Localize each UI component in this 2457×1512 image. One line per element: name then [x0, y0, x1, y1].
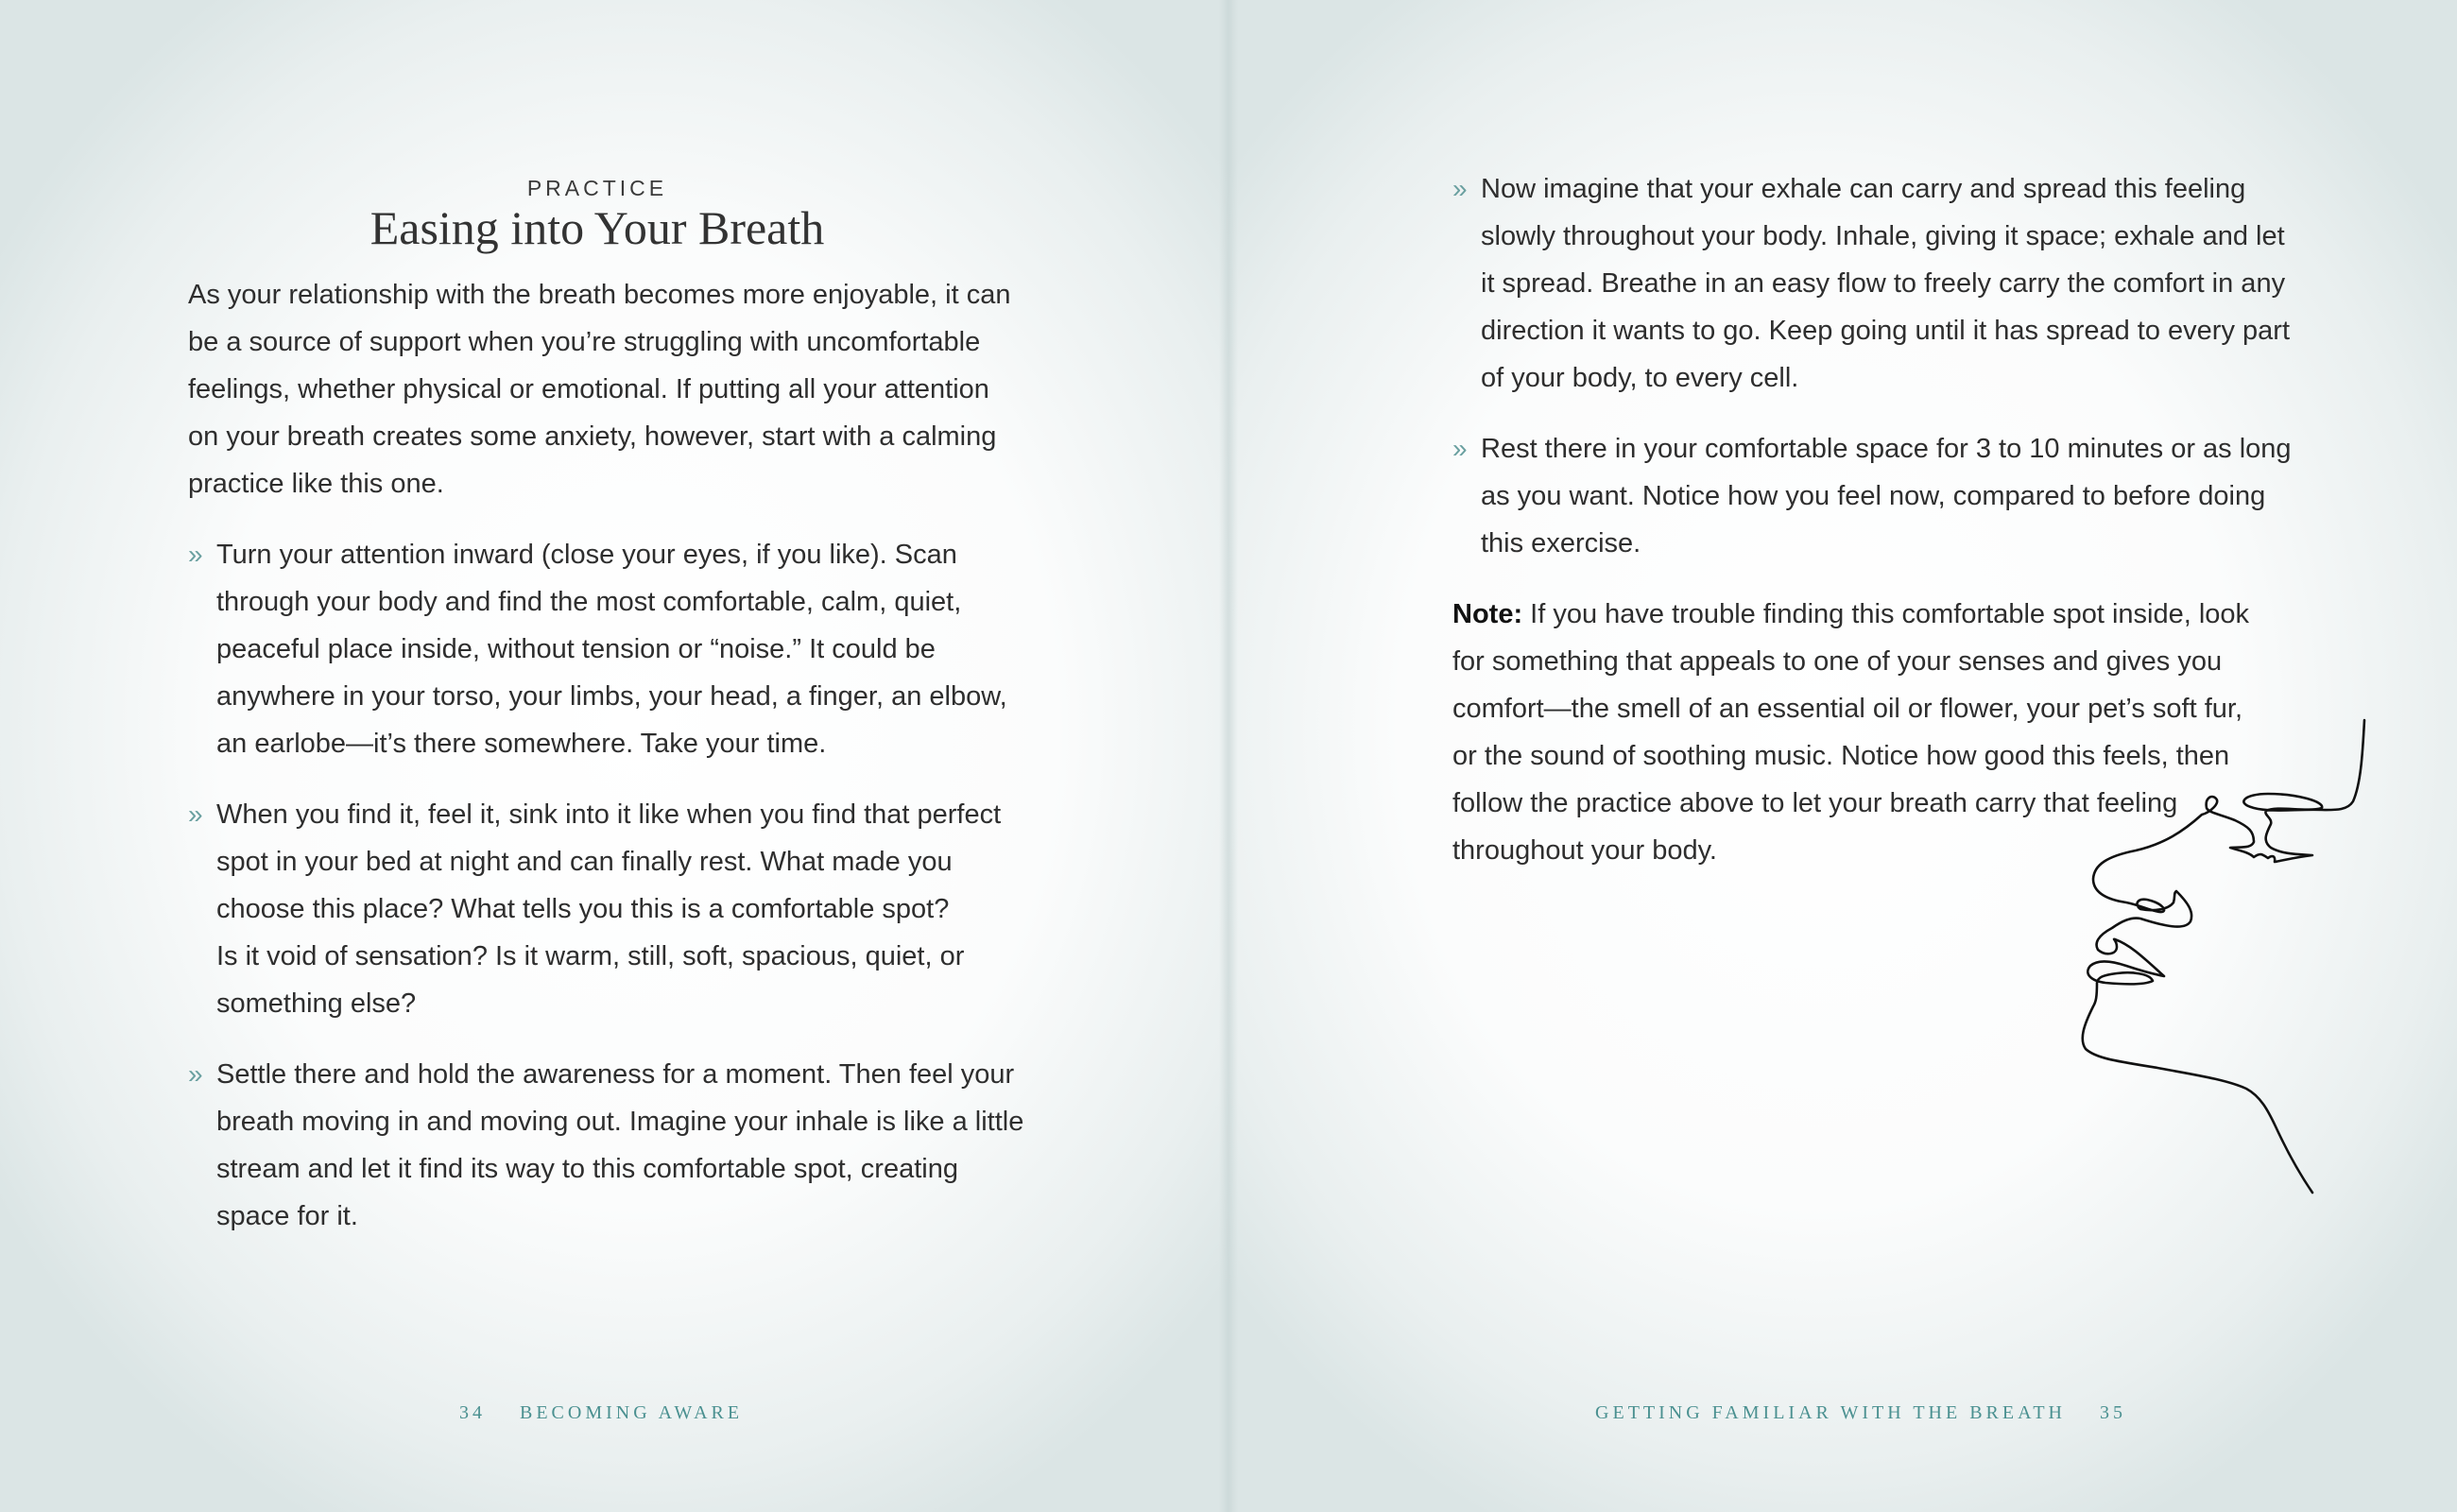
- footer-right: [1595, 1402, 2126, 1424]
- text-line: on your breath creates some anxiety, however, start with a calming: [188, 421, 997, 452]
- right-page: [1228, 0, 2457, 1512]
- bullet-chevron-icon: »: [1452, 174, 1468, 203]
- text-line: When you find it, feel it, sink into it like when you find that perfect: [216, 799, 1002, 830]
- running-head: GETTING FAMILIAR WITH THE BREATH: [1595, 1402, 2066, 1423]
- text-line: stream and let it find its way to this comfortable spot, creating: [216, 1154, 958, 1184]
- text-line: through your body and find the most comfortable, calm, quiet,: [216, 587, 962, 617]
- text-line: follow the practice above to let your breath carry that feeling: [1452, 788, 2178, 818]
- text-line: choose this place? What tells you this is a comfortable spot?: [216, 894, 950, 924]
- text-line: be a source of support when you’re struggling with uncomfortable: [188, 327, 981, 357]
- text-line: Settle there and hold the awareness for a moment. Then feel your: [216, 1059, 1015, 1090]
- text-line: something else?: [216, 988, 417, 1019]
- book-spine: [1219, 0, 1238, 1512]
- text-line: throughout your body.: [1452, 835, 1717, 866]
- page-title: Easing into Your Breath: [369, 201, 825, 254]
- text-line: comfort—the smell of an essential oil or flower, your pet’s soft fur,: [1452, 694, 2243, 724]
- left-page: [0, 0, 1228, 1512]
- bullet-item: [1452, 165, 2290, 402]
- bullet-item: [1452, 425, 2292, 567]
- text-line: practice like this one.: [188, 469, 444, 499]
- text-line: breath moving in and moving out. Imagine your inhale is like a little: [216, 1107, 1024, 1137]
- bullet-chevron-icon: »: [188, 799, 203, 829]
- text-line: Rest there in your comfortable space for 3 to 10 minutes or as long: [1481, 434, 2292, 464]
- footer-left: [459, 1402, 743, 1424]
- text-line: Turn your attention inward (close your eyes, if you like). Scan: [216, 540, 957, 570]
- text-line: As your relationship with the breath becomes more enjoyable, it can: [188, 280, 1011, 310]
- text-line: for something that appeals to one of your senses and gives you: [1452, 646, 2223, 677]
- intro-paragraph: [188, 271, 1010, 507]
- text-line: space for it.: [216, 1201, 358, 1231]
- text-line: Is it void of sensation? Is it warm, still, soft, spacious, quiet, or: [216, 941, 965, 971]
- text-line: as you want. Notice how you feel now, compared to before doing: [1481, 481, 2266, 511]
- text-line: an earlobe—it’s there somewhere. Take your time.: [216, 729, 827, 759]
- text-line: this exercise.: [1481, 528, 1641, 558]
- bullet-item: [188, 531, 1007, 767]
- text-line: slowly throughout your body. Inhale, giving it space; exhale and let: [1481, 221, 2285, 251]
- text-line: direction it wants to go. Keep going until it has spread to every part: [1481, 316, 2290, 346]
- text-line: Note: If you have trouble finding this comfortable spot inside, look: [1452, 599, 2250, 629]
- practice-kicker: PRACTICE: [526, 176, 668, 200]
- text-line: of your body, to every cell.: [1481, 363, 1799, 393]
- page-number: 35: [2100, 1402, 2126, 1423]
- note-label: Note:: [1452, 599, 1523, 629]
- bullet-item: [188, 791, 1002, 1027]
- text-line: it spread. Breathe in an easy flow to freely carry the comfort in any: [1481, 268, 2286, 299]
- running-head: BECOMING AWARE: [520, 1402, 744, 1423]
- text-line: spot in your bed at night and can finally rest. What made you: [216, 847, 953, 877]
- text-line: feelings, whether physical or emotional. If putting all your attention: [188, 374, 989, 404]
- bullet-chevron-icon: »: [188, 540, 203, 569]
- note-paragraph: [1452, 591, 2249, 874]
- text-line: Now imagine that your exhale can carry and spread this feeling: [1481, 174, 2246, 204]
- text-line: peaceful place inside, without tension or “noise.” It could be: [216, 634, 936, 664]
- bullet-chevron-icon: »: [1452, 434, 1468, 463]
- text-line: or the sound of soothing music. Notice how good this feels, then: [1452, 741, 2230, 771]
- bullet-item: [188, 1051, 1024, 1240]
- bullet-chevron-icon: »: [188, 1059, 203, 1089]
- page-number: 34: [459, 1402, 486, 1423]
- text-line: anywhere in your torso, your limbs, your head, a finger, an elbow,: [216, 681, 1007, 712]
